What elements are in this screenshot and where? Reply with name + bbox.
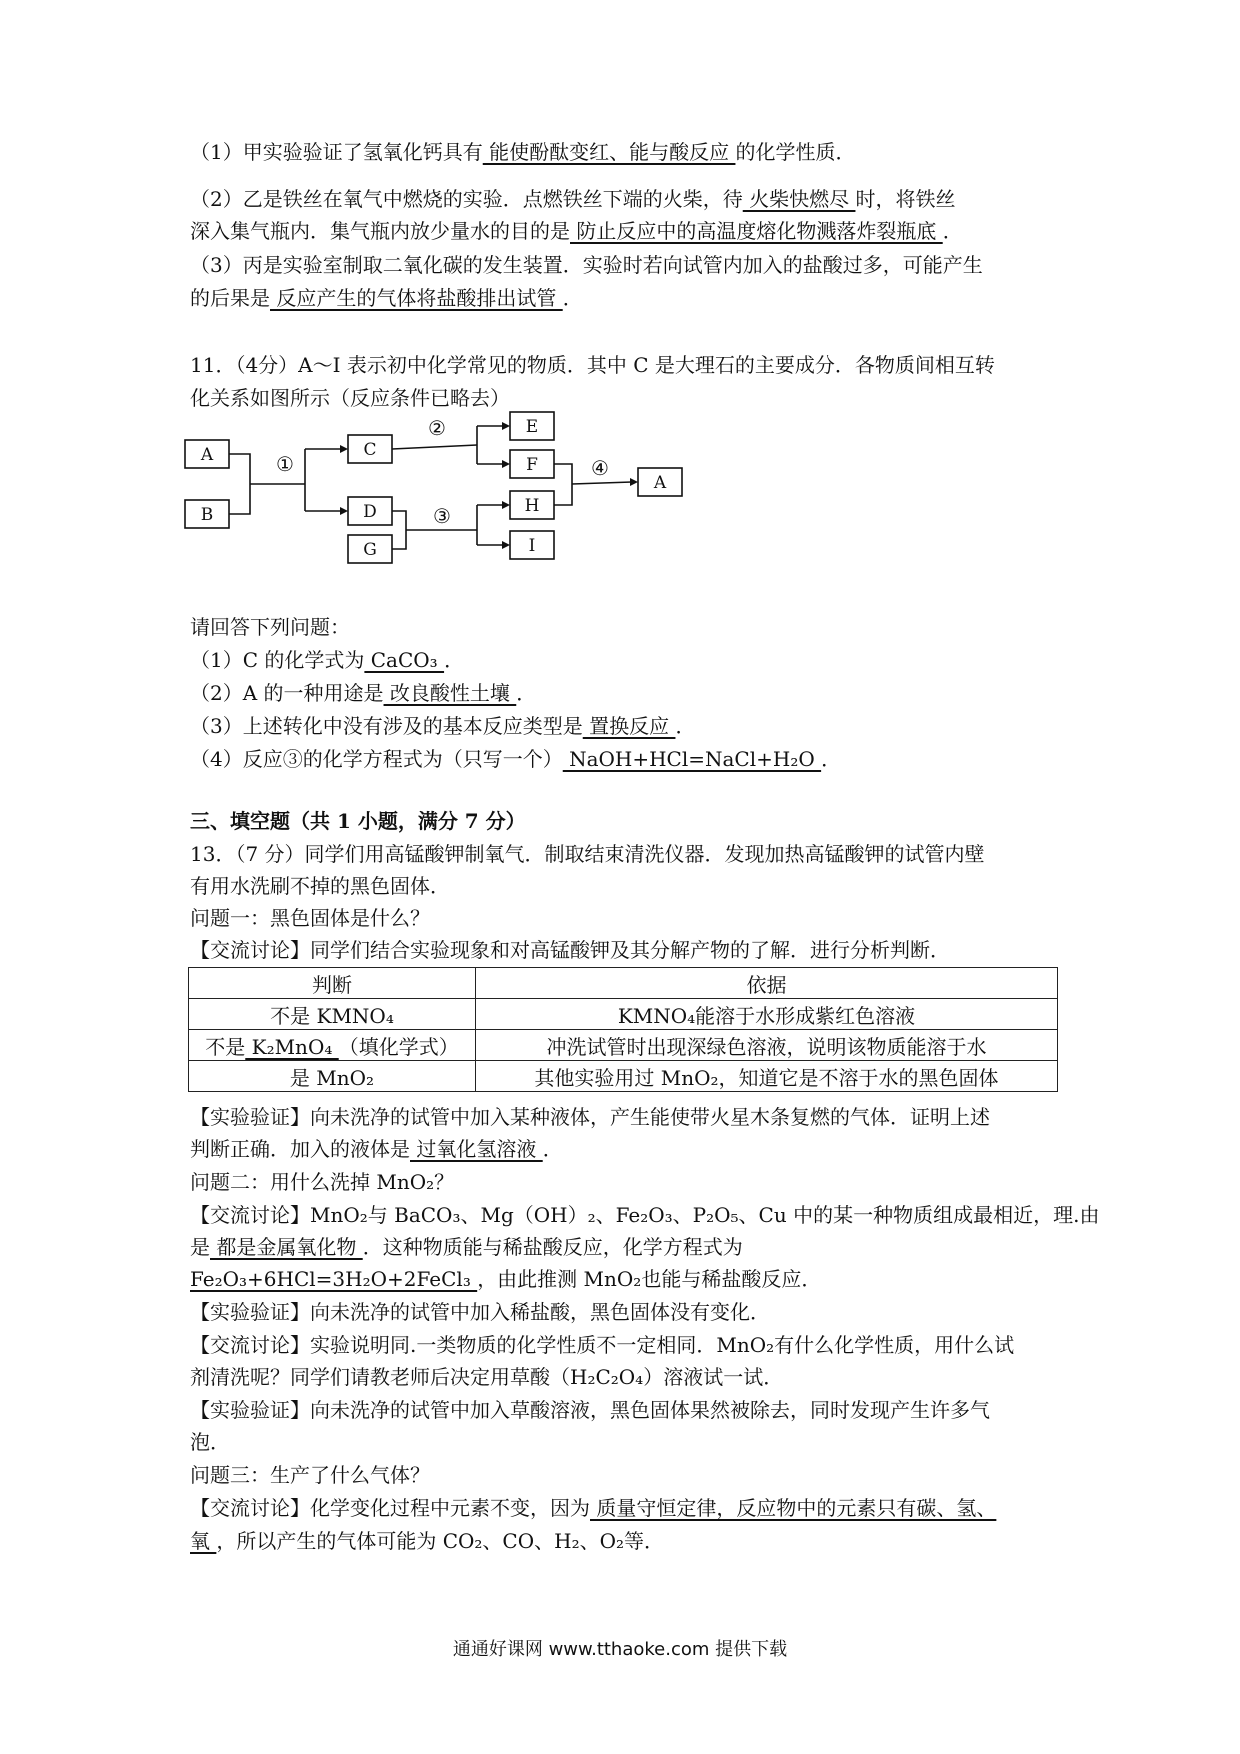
liquid-answer: 过氧化氢溶液 (410, 1137, 543, 1161)
l6-text-end: ． (542, 1137, 563, 1161)
l17-text: 【交流讨论】化学变化过程中元素不变，因为 (190, 1496, 590, 1520)
cell-text-end: （填化学式） (338, 1034, 459, 1059)
q13-line-8: 【交流讨论】MnO₂与 BaCO₃、Mg（OH）₂、Fe₂O₃、P₂O₅、Cu 中的某一种物质组成最相近，理.由 (190, 1203, 1100, 1227)
q13-line-6 (190, 1134, 563, 1164)
node-a-left: A (200, 445, 214, 465)
q13-line-15: 泡． (190, 1430, 230, 1454)
table-header-row (189, 968, 1058, 999)
node-h: H (524, 496, 540, 516)
q11-answer-2: 改良酸性土壤 (383, 681, 517, 705)
q2-text: （2）乙是铁丝在氧气中燃烧的实验．点燃铁丝下端的火柴，待 (190, 187, 743, 211)
q11-a4-end: ． (821, 747, 842, 771)
q11-line-2: 化关系如图所示（反应条件已略去） (190, 386, 510, 410)
q11-a3-end: ． (675, 714, 696, 738)
table-answer: K₂MnO₄ (245, 1034, 339, 1059)
conservation-answer: 质量守恒定律，反应物中的元素只有碳、氢、 (590, 1496, 997, 1520)
q3-text: 的后果是 (190, 286, 270, 310)
q13-line-18 (190, 1526, 664, 1556)
node-a-right: A (653, 473, 667, 493)
q3-answer: 反应产生的气体将盐酸排出试管 (270, 286, 563, 310)
conservation-answer-end: 氧 (190, 1529, 217, 1553)
q11-answer-1: CaCO₃ (364, 648, 445, 672)
q13-line-3: 问题一：黑色固体是什么？ (190, 906, 430, 930)
q13-line-4: 【交流讨论】同学们结合实验现象和对高锰酸钾及其分解产物的了解．进行分析判断． (190, 938, 950, 962)
table-row (189, 1030, 1058, 1061)
node-e: E (525, 417, 539, 437)
q13-line-10 (190, 1264, 821, 1294)
table-row (189, 1061, 1058, 1092)
l9-text: 是 (190, 1235, 210, 1259)
q11-a4-text: （4）反应③的化学方程式为（只写一个） (190, 747, 563, 771)
reaction-label-3: ③ (433, 504, 451, 528)
q1-text: （1）甲实验验证了氢氧化钙具有 (190, 140, 483, 164)
cell-basis: 其他实验用过 MnO₂，知道它是不溶于水的黑色固体 (476, 1061, 1058, 1092)
q1-text-end: 的化学性质． (735, 140, 856, 164)
node-c: C (363, 440, 377, 460)
q2-line-2 (190, 216, 963, 246)
q13-line-12: 【交流讨论】实验说明同.一类物质的化学性质不一定相同．MnO₂有什么化学性质，用什么试 (190, 1333, 1015, 1357)
q13-line-1: 13．（7 分）同学们用高锰酸钾制氧气．制取结束清洗仪器．发现加热高锰酸钾的试管内壁 (190, 842, 985, 866)
q11-answer-4: NaOH+HCl=NaCl+H₂O (562, 747, 822, 771)
q11-a2-text: （2）A 的一种用途是 (190, 681, 384, 705)
q11-prompt: 请回答下列问题： (190, 615, 350, 639)
q1-line (190, 137, 855, 167)
reason-answer: 都是金属氧化物 (210, 1235, 363, 1259)
reaction-label-1: ① (276, 452, 294, 476)
q13-line-17 (190, 1493, 996, 1523)
node-d: D (363, 502, 377, 522)
reaction-flow-diagram (180, 405, 700, 585)
q11-a2-end: ． (516, 681, 537, 705)
node-f: F (526, 455, 538, 475)
q13-line-13: 剂清洗呢？同学们请教老师后决定用草酸（H₂C₂O₄）溶液试一试． (190, 1365, 784, 1389)
q13-line-16: 问题三：生产了什么气体？ (190, 1463, 430, 1487)
cell-judgement: 不是 KMNO₄ (189, 999, 476, 1030)
equation-answer: Fe₂O₃+6HCl=3H₂O+2FeCl₃ (190, 1267, 478, 1291)
q13-line-11: 【实验验证】向未洗净的试管中加入稀盐酸，黑色固体没有变化． (190, 1300, 770, 1324)
q2-answer-2: 防止反应中的高温度熔化物溅落炸裂瓶底 (570, 219, 943, 243)
cell-basis: KMNO₄能溶于水形成紫红色溶液 (476, 999, 1058, 1030)
q11-a1-text: （1）C 的化学式为 (190, 648, 365, 672)
q2-answer-1: 火柴快燃尽 (742, 187, 856, 211)
node-b: B (200, 505, 214, 525)
q3-line-2 (190, 283, 583, 313)
q11-line-1: 11．（4分）A～I 表示初中化学常见的物质．其中 C 是大理石的主要成分．各物质间相互转 (190, 353, 995, 377)
l6-text: 判断正确．加入的液体是 (190, 1137, 410, 1161)
cell-judgement: 是 MnO₂ (189, 1061, 476, 1092)
judgement-table (188, 967, 1058, 1092)
l18-text: ，所以产生的气体可能为 CO₂、CO、H₂、O₂等． (216, 1529, 665, 1553)
q13-line-2: 有用水洗刷不掉的黑色固体． (190, 874, 450, 898)
q1-answer: 能使酚酞变红、能与酸反应 (482, 140, 736, 164)
q2b-text-end: ． (942, 219, 963, 243)
header-judgement: 判断 (189, 968, 476, 999)
q2-line-1 (190, 184, 955, 214)
q13-line-14: 【实验验证】向未洗净的试管中加入草酸溶液，黑色固体果然被除去，同时发现产生许多气 (190, 1398, 990, 1422)
cell-basis: 冲洗试管时出现深绿色溶液，说明该物质能溶于水 (476, 1030, 1058, 1061)
q13-line-5: 【实验验证】向未洗净的试管中加入某种液体，产生能使带火星木条复燃的气体．证明上述 (190, 1105, 990, 1129)
q13-line-9 (190, 1232, 743, 1262)
l10-text: ，由此推测 MnO₂也能与稀盐酸反应． (477, 1267, 822, 1291)
node-i: I (528, 536, 536, 556)
reaction-label-4: ④ (591, 456, 609, 480)
header-basis: 依据 (476, 968, 1058, 999)
q3-line-1: （3）丙是实验室制取二氧化碳的发生装置．实验时若向试管内加入的盐酸过多，可能产生 (190, 253, 983, 277)
q2b-text: 深入集气瓶内．集气瓶内放少量水的目的是 (190, 219, 570, 243)
section-heading: 三、填空题（共 1 小题，满分 7 分） (190, 809, 526, 833)
l9-text-mid: ．这种物质能与稀盐酸反应，化学方程式为 (362, 1235, 743, 1259)
q11-answer-3: 置换反应 (582, 714, 676, 738)
q13-line-7: 问题二：用什么洗掉 MnO₂？ (190, 1170, 455, 1194)
q11-answer-1-line (190, 645, 464, 675)
node-g: G (363, 540, 377, 560)
q3-text-end: ． (562, 286, 583, 310)
table-row (189, 999, 1058, 1030)
q11-answer-2-line (190, 678, 536, 708)
q2-text-end: 时，将铁丝 (855, 187, 956, 211)
q11-a1-end: ． (444, 648, 465, 672)
cell-text: 不是 (205, 1034, 246, 1059)
q11-answer-4-line (190, 744, 841, 774)
q11-a3-text: （3）上述转化中没有涉及的基本反应类型是 (190, 714, 583, 738)
footer-credit: 通通好课网 www.tthaoke.com 提供下载 (452, 1639, 788, 1660)
q11-answer-3-line (190, 711, 695, 741)
cell-judgement (189, 1030, 476, 1061)
reaction-label-2: ② (428, 416, 446, 440)
